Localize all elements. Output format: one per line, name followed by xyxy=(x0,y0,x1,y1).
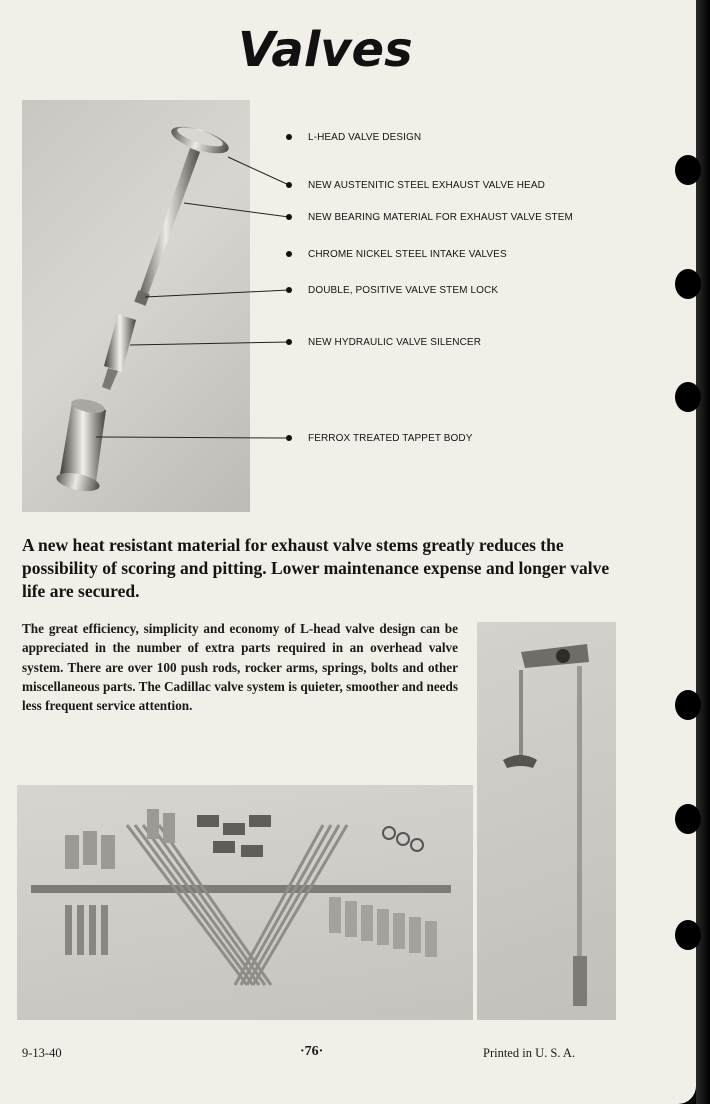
bullet-dot xyxy=(286,214,292,220)
bullet-dot xyxy=(286,251,292,257)
callout-label: L-HEAD VALVE DESIGN xyxy=(308,131,422,143)
callout-item xyxy=(286,178,545,192)
binder-hole xyxy=(675,804,701,834)
binder-hole xyxy=(675,690,701,720)
bullet-dot xyxy=(286,182,292,188)
callout-label: FERROX TREATED TAPPET BODY xyxy=(308,432,473,444)
callout-label: NEW HYDRAULIC VALVE SILENCER xyxy=(308,336,482,348)
page-title: Valves xyxy=(238,22,413,78)
bullet-dot xyxy=(286,287,292,293)
callout-item xyxy=(286,431,473,445)
body-paragraph: The great efficiency, simplicity and economy of L-head valve design can be appreciated in the number of extra parts required in an overhead valve system. There are over 100 push rods, rocker arms, springs, bolts and other miscellaneous parts. The Cadillac valve system is quieter, smoother and needs less frequent service attention. xyxy=(22,621,458,714)
callout-item xyxy=(286,283,498,297)
callout-item xyxy=(286,335,481,349)
bullet-dot xyxy=(286,134,292,140)
printed-in: Printed in U. S. A. xyxy=(483,1046,576,1060)
callout-item xyxy=(286,247,507,261)
page-number: ·76· xyxy=(300,1044,324,1059)
print-date: 9-13-40 xyxy=(22,1046,62,1060)
parts-illustration xyxy=(17,785,473,1020)
lead-paragraph: A new heat resistant material for exhaust valve stems greatly reduces the possibility of scoring and pitting. Lower maintenance expense and longer valve life are secured. xyxy=(22,535,610,601)
bullet-dot xyxy=(286,339,292,345)
callout-item xyxy=(286,210,573,224)
callout-label: NEW BEARING MATERIAL FOR EXHAUST VALVE STEM xyxy=(308,211,573,223)
binder-hole xyxy=(675,920,701,950)
callout-item xyxy=(286,130,421,144)
callout-label: DOUBLE, POSITIVE VALVE STEM LOCK xyxy=(308,284,499,296)
binder-hole xyxy=(675,269,701,299)
overhead-parts-photo xyxy=(17,785,473,1020)
overhead-valve-photo xyxy=(477,622,616,1020)
callout-label: CHROME NICKEL STEEL INTAKE VALVES xyxy=(308,248,507,260)
overhead-valve-illustration xyxy=(477,622,616,1020)
binder-hole xyxy=(675,155,701,185)
callout-label: NEW AUSTENITIC STEEL EXHAUST VALVE HEAD xyxy=(308,179,545,191)
binder-hole xyxy=(675,382,701,412)
bullet-dot xyxy=(286,435,292,441)
